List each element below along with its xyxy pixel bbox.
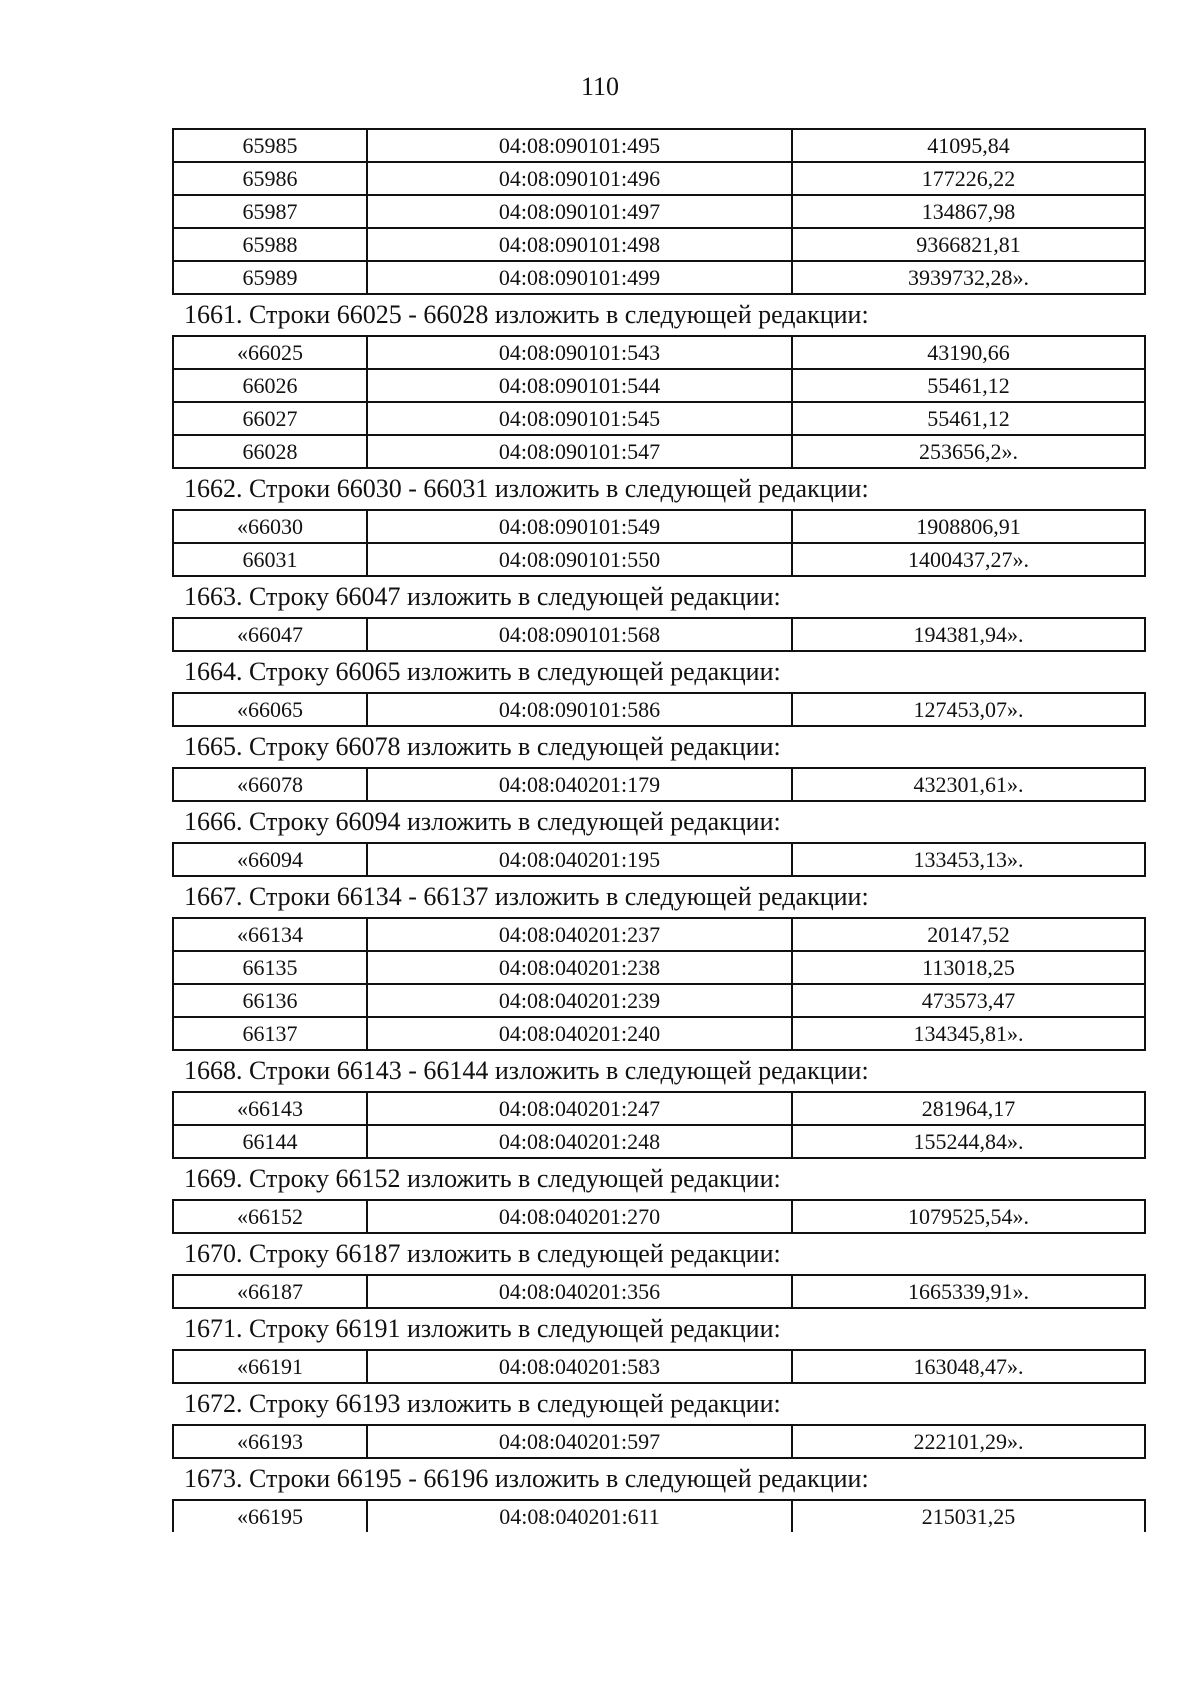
table-row: [173, 195, 1145, 228]
table-row: [173, 510, 1145, 543]
row-number-cell: «66065: [173, 693, 367, 726]
table-row: [173, 129, 1145, 162]
table-row: [173, 1275, 1145, 1308]
value-cell: 134867,98: [792, 195, 1145, 228]
table-row: [173, 228, 1145, 261]
cadastral-number-cell: 04:08:040201:356: [367, 1275, 792, 1308]
cadastral-number-cell: 04:08:040201:247: [367, 1092, 792, 1125]
table-row: [173, 1017, 1145, 1050]
cadastral-number-cell: 04:08:090101:498: [367, 228, 792, 261]
cadastral-number-cell: 04:08:090101:543: [367, 336, 792, 369]
amendment-heading: 1672. Строку 66193 изложить в следующей редакции:: [184, 1389, 781, 1418]
row-number-cell: «66094: [173, 843, 367, 876]
table-row: [173, 369, 1145, 402]
row-number-cell: «66134: [173, 918, 367, 951]
value-cell: 155244,84».: [792, 1125, 1145, 1158]
cadastral-number-cell: 04:08:040201:611: [367, 1500, 792, 1532]
document-body: [172, 128, 1144, 1532]
table-row: [173, 261, 1145, 294]
amendment-heading: 1668. Строки 66143 - 66144 изложить в следующей редакции:: [184, 1056, 869, 1085]
cadastral-number-cell: 04:08:090101:545: [367, 402, 792, 435]
cadastral-number-cell: 04:08:090101:549: [367, 510, 792, 543]
amendment-table: [172, 1199, 1146, 1234]
row-number-cell: 66144: [173, 1125, 367, 1158]
cadastral-number-cell: 04:08:090101:550: [367, 543, 792, 576]
amendment-heading: 1666. Строку 66094 изложить в следующей редакции:: [184, 807, 781, 836]
value-cell: 177226,22: [792, 162, 1145, 195]
cadastral-number-cell: 04:08:040201:597: [367, 1425, 792, 1458]
value-cell: 134345,81».: [792, 1017, 1145, 1050]
table-row: [173, 1200, 1145, 1233]
row-number-cell: 66028: [173, 435, 367, 468]
amendment-table: [172, 1424, 1146, 1459]
table-row: [173, 1500, 1145, 1532]
table-row: [173, 1125, 1145, 1158]
row-number-cell: «66047: [173, 618, 367, 651]
value-cell: 281964,17: [792, 1092, 1145, 1125]
amendment-heading: 1667. Строки 66134 - 66137 изложить в следующей редакции:: [184, 882, 869, 911]
amendment-table: [172, 1499, 1146, 1532]
amendment-heading: 1669. Строку 66152 изложить в следующей редакции:: [184, 1164, 781, 1193]
amendment-table: [172, 617, 1146, 652]
row-number-cell: «66191: [173, 1350, 367, 1383]
row-number-cell: 66136: [173, 984, 367, 1017]
row-number-cell: 65986: [173, 162, 367, 195]
cadastral-number-cell: 04:08:040201:583: [367, 1350, 792, 1383]
value-cell: 1079525,54».: [792, 1200, 1145, 1233]
cadastral-number-cell: 04:08:040201:237: [367, 918, 792, 951]
table-row: [173, 162, 1145, 195]
amendment-heading: 1671. Строку 66191 изложить в следующей редакции:: [184, 1314, 781, 1343]
amendment-table: [172, 1274, 1146, 1309]
page-number: 110: [580, 72, 620, 101]
value-cell: 113018,25: [792, 951, 1145, 984]
cadastral-number-cell: 04:08:040201:240: [367, 1017, 792, 1050]
value-cell: 41095,84: [792, 129, 1145, 162]
row-number-cell: 66026: [173, 369, 367, 402]
row-number-cell: 66135: [173, 951, 367, 984]
value-cell: 43190,66: [792, 336, 1145, 369]
value-cell: 194381,94».: [792, 618, 1145, 651]
row-number-cell: «66078: [173, 768, 367, 801]
row-number-cell: 65988: [173, 228, 367, 261]
row-number-cell: «66195: [173, 1500, 367, 1532]
amendment-table: [172, 1349, 1146, 1384]
amendment-heading: 1661. Строки 66025 - 66028 изложить в следующей редакции:: [184, 300, 869, 329]
amendment-table: [172, 767, 1146, 802]
amendment-heading: 1663. Строку 66047 изложить в следующей редакции:: [184, 582, 781, 611]
amendment-table: [172, 509, 1146, 577]
value-cell: 1908806,91: [792, 510, 1145, 543]
table-row: [173, 951, 1145, 984]
value-cell: 127453,07».: [792, 693, 1145, 726]
row-number-cell: 66031: [173, 543, 367, 576]
value-cell: 9366821,81: [792, 228, 1145, 261]
row-number-cell: «66143: [173, 1092, 367, 1125]
value-cell: 55461,12: [792, 369, 1145, 402]
row-number-cell: «66187: [173, 1275, 367, 1308]
amendment-table: [172, 128, 1146, 295]
row-number-cell: 66137: [173, 1017, 367, 1050]
table-row: [173, 618, 1145, 651]
table-row: [173, 1425, 1145, 1458]
amendment-heading: 1670. Строку 66187 изложить в следующей редакции:: [184, 1239, 781, 1268]
amendment-table: [172, 335, 1146, 469]
amendment-table: [172, 1091, 1146, 1159]
amendment-heading: 1664. Строку 66065 изложить в следующей редакции:: [184, 657, 781, 686]
cadastral-number-cell: 04:08:090101:499: [367, 261, 792, 294]
value-cell: 133453,13».: [792, 843, 1145, 876]
value-cell: 1400437,27».: [792, 543, 1145, 576]
cadastral-number-cell: 04:08:090101:497: [367, 195, 792, 228]
row-number-cell: 66027: [173, 402, 367, 435]
value-cell: 20147,52: [792, 918, 1145, 951]
table-row: [173, 543, 1145, 576]
amendment-table: [172, 842, 1146, 877]
value-cell: 163048,47».: [792, 1350, 1145, 1383]
cadastral-number-cell: 04:08:040201:248: [367, 1125, 792, 1158]
row-number-cell: «66152: [173, 1200, 367, 1233]
amendment-heading: 1662. Строки 66030 - 66031 изложить в следующей редакции:: [184, 474, 869, 503]
table-row: [173, 918, 1145, 951]
value-cell: 3939732,28».: [792, 261, 1145, 294]
table-row: [173, 1350, 1145, 1383]
cadastral-number-cell: 04:08:040201:179: [367, 768, 792, 801]
table-row: [173, 336, 1145, 369]
amendment-table: [172, 917, 1146, 1051]
row-number-cell: «66025: [173, 336, 367, 369]
amendment-table: [172, 692, 1146, 727]
value-cell: 432301,61».: [792, 768, 1145, 801]
table-row: [173, 768, 1145, 801]
table-row: [173, 402, 1145, 435]
table-row: [173, 1092, 1145, 1125]
cadastral-number-cell: 04:08:040201:270: [367, 1200, 792, 1233]
cadastral-number-cell: 04:08:090101:496: [367, 162, 792, 195]
value-cell: 215031,25: [792, 1500, 1145, 1532]
row-number-cell: 65987: [173, 195, 367, 228]
value-cell: 473573,47: [792, 984, 1145, 1017]
cadastral-number-cell: 04:08:040201:195: [367, 843, 792, 876]
amendment-heading: 1673. Строки 66195 - 66196 изложить в следующей редакции:: [184, 1464, 869, 1493]
table-row: [173, 693, 1145, 726]
row-number-cell: «66030: [173, 510, 367, 543]
cadastral-number-cell: 04:08:040201:239: [367, 984, 792, 1017]
cadastral-number-cell: 04:08:090101:586: [367, 693, 792, 726]
table-row: [173, 843, 1145, 876]
value-cell: 55461,12: [792, 402, 1145, 435]
row-number-cell: «66193: [173, 1425, 367, 1458]
row-number-cell: 65985: [173, 129, 367, 162]
cadastral-number-cell: 04:08:090101:547: [367, 435, 792, 468]
cadastral-number-cell: 04:08:090101:495: [367, 129, 792, 162]
amendment-heading: 1665. Строку 66078 изложить в следующей редакции:: [184, 732, 781, 761]
cadastral-number-cell: 04:08:090101:568: [367, 618, 792, 651]
table-row: [173, 984, 1145, 1017]
value-cell: 1665339,91».: [792, 1275, 1145, 1308]
value-cell: 253656,2».: [792, 435, 1145, 468]
cadastral-number-cell: 04:08:090101:544: [367, 369, 792, 402]
cadastral-number-cell: 04:08:040201:238: [367, 951, 792, 984]
row-number-cell: 65989: [173, 261, 367, 294]
table-row: [173, 435, 1145, 468]
value-cell: 222101,29».: [792, 1425, 1145, 1458]
